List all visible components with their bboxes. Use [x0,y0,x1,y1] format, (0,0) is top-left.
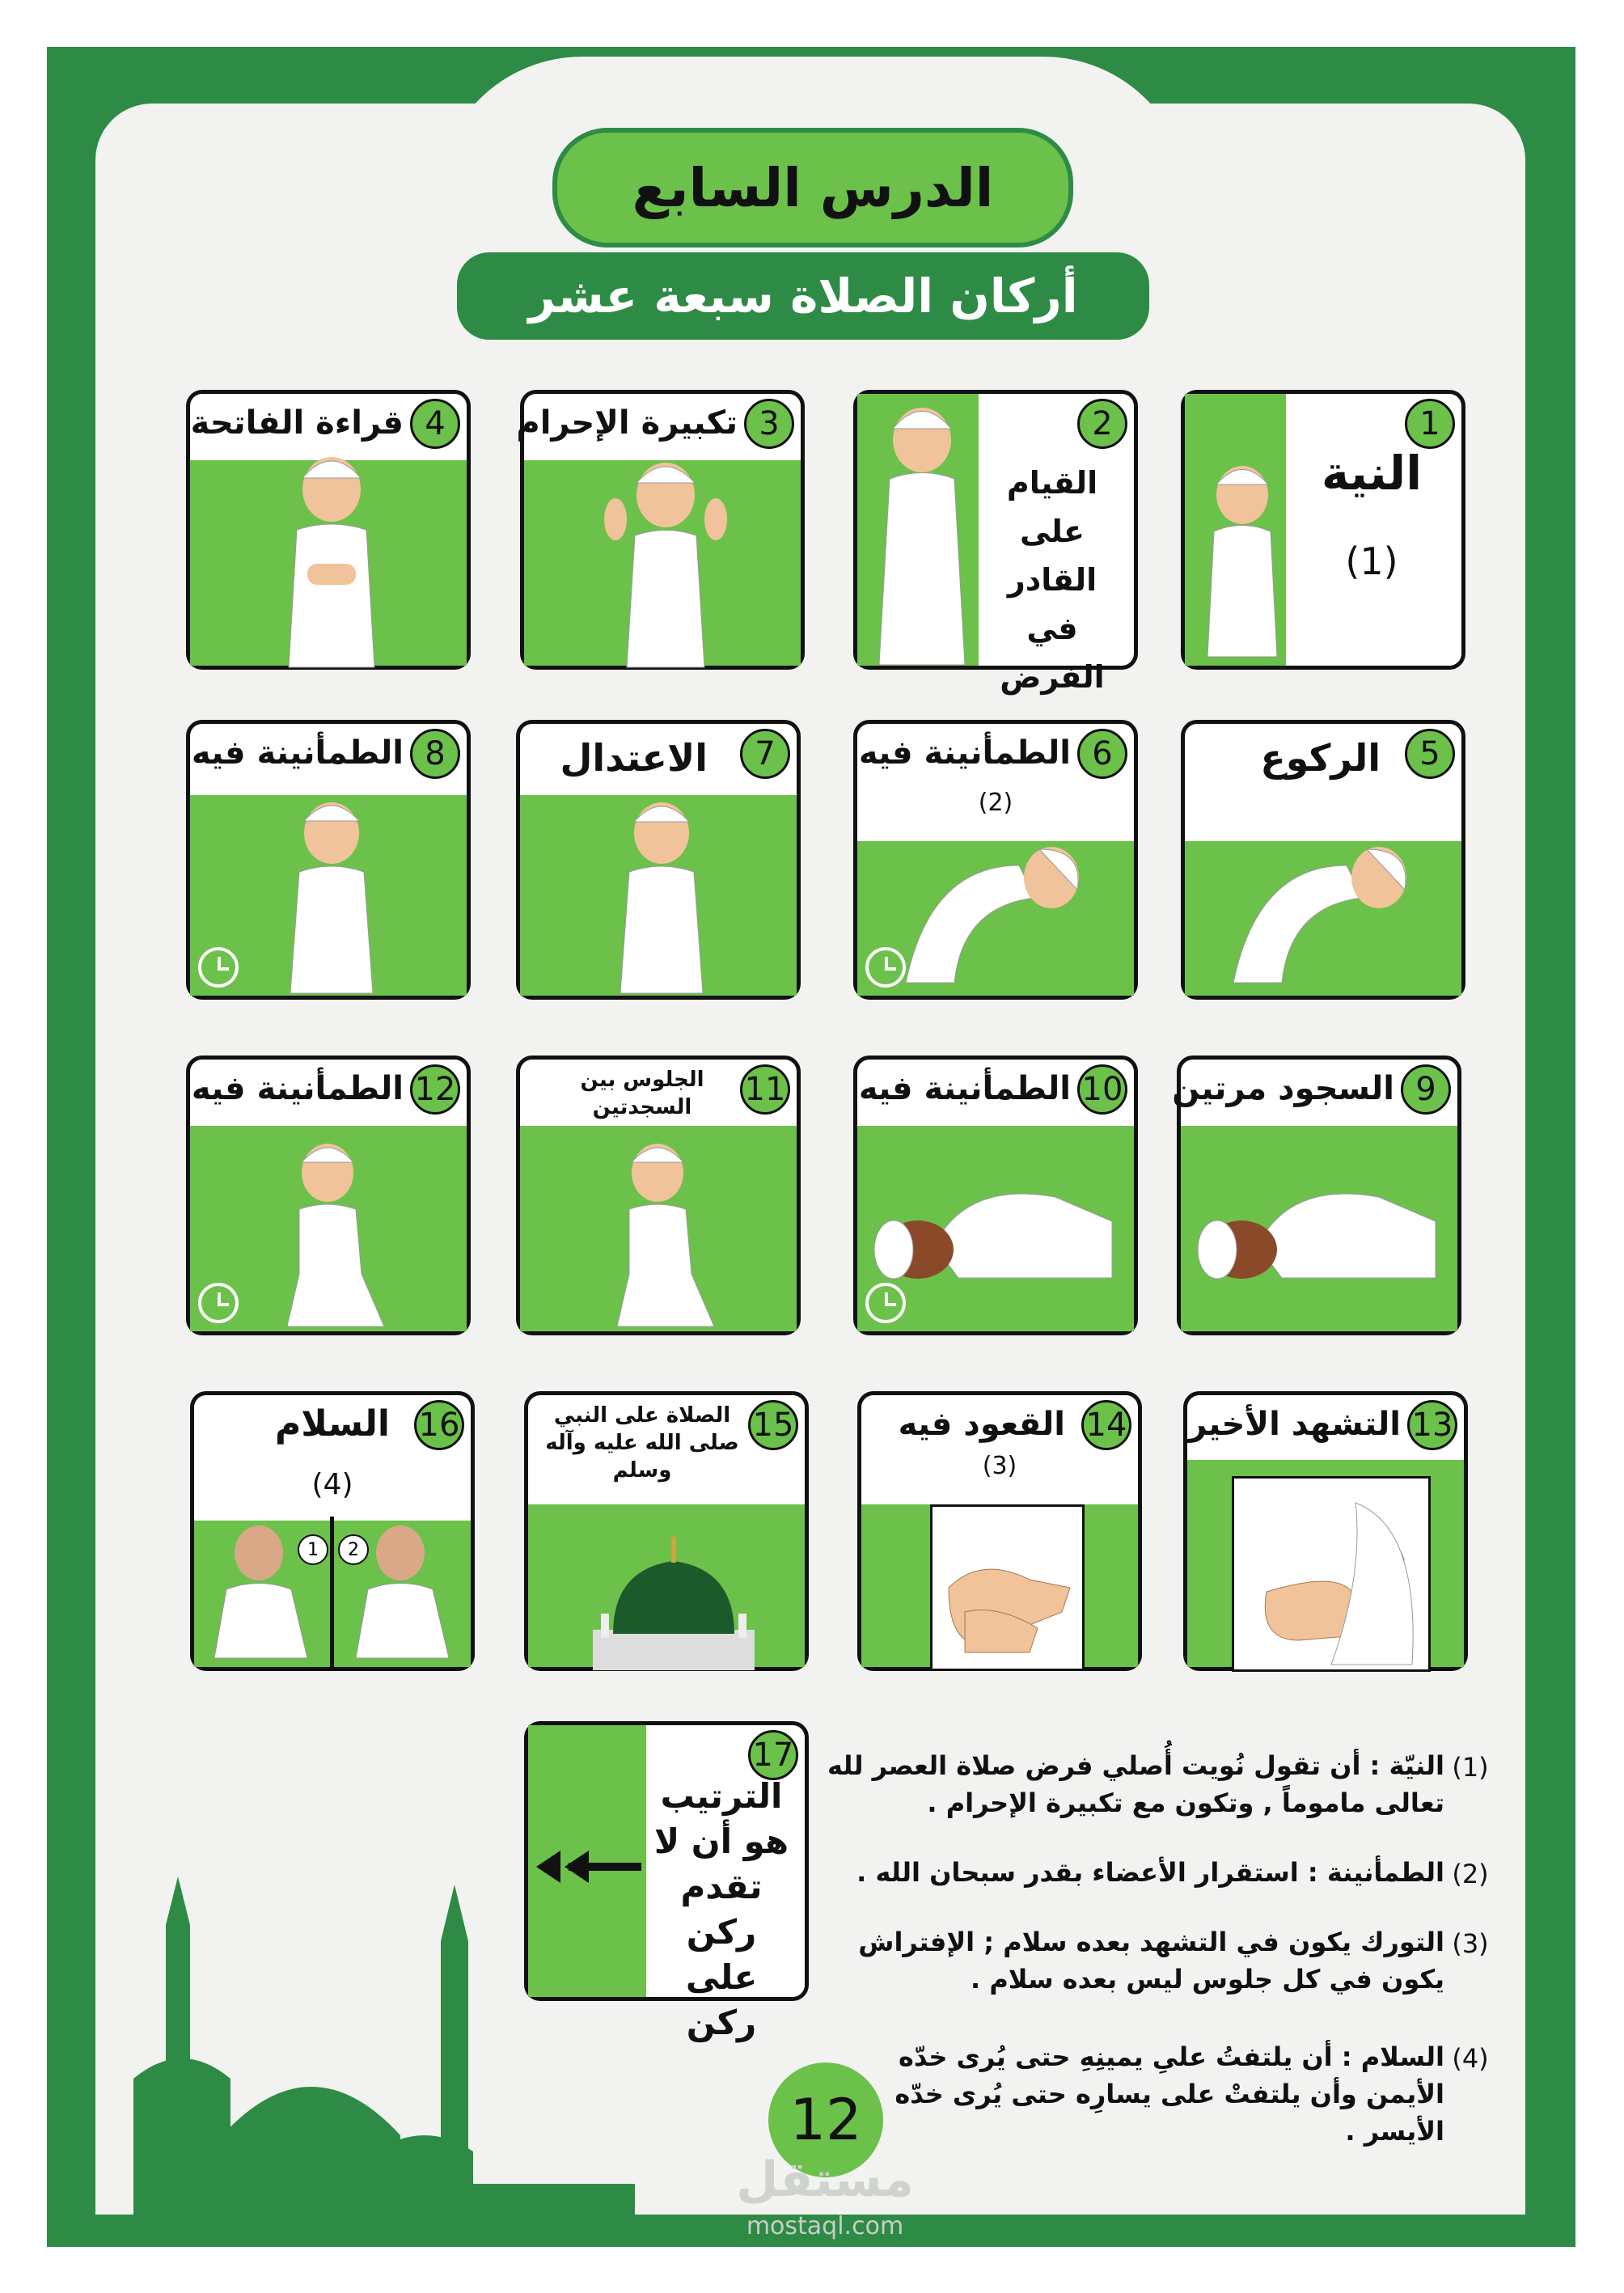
green-dome-icon [593,1525,755,1670]
pillar-card-4 [186,390,471,670]
footnote-number: (1) [1452,1752,1489,1783]
footnote-4 [817,2038,1496,2150]
pillar-label: الركوع [1260,736,1381,780]
pillar-label: النية [1321,446,1423,501]
pillar-label: الطمأنينة فيه [191,1070,404,1107]
lesson-title: الدرس السابع [552,128,1073,247]
page-number: 12 [768,2062,883,2177]
pillar-label: الطمأنينة فيه [858,734,1071,772]
pillar-card-8 [186,720,471,1000]
boy-standing-icon [609,793,714,995]
footnote-number: (3) [1452,1928,1489,1959]
footnote-number: (4) [1452,2043,1489,2074]
pillar-label: السلام [274,1403,390,1445]
pillar-number: 11 [740,1064,790,1115]
pillar-number: 9 [1401,1064,1451,1115]
pillar-number: 6 [1077,729,1127,779]
lesson-subtitle: أركان الصلاة سبعة عشر [457,252,1149,340]
pillar-number: 16 [414,1400,464,1450]
pillar-card-3 [516,390,805,670]
clock-icon [198,1283,239,1323]
pointing-hand-icon [1234,1479,1428,1669]
pillar-number: 14 [1081,1400,1131,1450]
mosque-silhouette-icon [133,1876,635,2216]
boy-prostrating-icon [1193,1165,1452,1286]
pillar-label: الصلاة على النبي صلى الله عليه وآله وسلم [545,1403,739,1483]
pillar-number: 3 [744,399,794,449]
footnote-ref: (1) [1345,539,1398,583]
pillar-number: 7 [740,729,790,779]
pillar-label: الترتيب هو أن لا تقدم ركن على ركن [653,1776,789,2042]
footnote-text: الطمأنينة : استقرار الأعضاء بقدر سبحان الله . [856,1857,1444,1888]
pillar-card-5 [1181,720,1465,1000]
footnote-2 [817,1854,1496,1891]
footnote-text: التورك يكون في التشهد بعده سلام ; الإفتراش يكون في كل جلوس ليس بعده سلام . [858,1927,1444,1995]
pillar-card-13 [1183,1391,1468,1671]
footnote-ref: (3) [982,1452,1017,1480]
pillar-number: 4 [410,399,460,449]
boy-bowing-icon [898,833,1092,987]
footnote-ref: (4) [311,1468,353,1501]
pillar-number: 15 [748,1400,798,1450]
pillar-label: تكبيرة الإحرام [516,404,738,442]
pillar-number: 12 [410,1064,460,1115]
pillar-label: الجلوس بين السجدتين [580,1068,704,1119]
boy-standing-icon [869,398,975,669]
footnote-ref: (2) [978,789,1013,817]
pillar-card-1 [1181,390,1465,670]
pillar-card-7 [516,720,801,1000]
boy-standing-icon [1198,459,1287,661]
clock-icon [865,947,906,988]
pillar-card-2 [853,390,1138,695]
pillar-number: 1 [1405,399,1455,449]
footnote-text: النيّة : أن تقول نُويت أُصلي فرض صلاة العصر لله تعالى ماموماً , وتكون مع تكبيرة الإحرام . [827,1750,1444,1818]
pillar-number: 5 [1405,729,1455,779]
boy-prostrating-icon [869,1165,1128,1286]
tashahhud-panel [1232,1476,1431,1672]
pillar-label: السجود مرتين [1172,1070,1394,1107]
boy-sitting-icon [271,1136,392,1331]
pillar-number: 2 [1077,399,1127,449]
clock-icon [865,1283,906,1323]
salam-mark-1: 1 [298,1534,328,1565]
pillar-label: قراءة الفاتحة [190,404,404,442]
watermark-site: mostaql.com [746,2212,904,2240]
pillar-number: 8 [410,729,460,779]
clock-icon [198,947,239,988]
pillar-card-11 [516,1056,801,1335]
boy-takbir-icon [601,451,730,669]
pillar-card-10 [853,1056,1138,1335]
pillar-label: الطمأنينة فيه [191,734,404,772]
boy-bowing-icon [1225,833,1419,987]
pillar-card-6 [853,720,1138,1000]
footnote-1 [817,1747,1496,1821]
pillar-label: القعود فيه [898,1406,1065,1443]
pillar-card-9 [1172,1056,1461,1335]
pillar-card-14 [857,1391,1142,1671]
footnote-text: السلام : أن يلتفتُ علىِ يمينِهِ حتى يُرى خدّه الأيمن وأن يلتفتْ على يسارِه حتى يُرى خدّه الأيسر . [894,2041,1444,2147]
pillar-label: الاعتدال [560,736,708,780]
divider [330,1517,334,1670]
boy-standing-icon [279,789,384,995]
salam-mark-2: 2 [338,1534,369,1565]
watermark-logo: مستقل [736,2151,914,2208]
feet-icon [933,1507,1082,1669]
pillar-number: 13 [1407,1400,1457,1450]
pillar-card-12 [186,1056,471,1335]
pillar-number: 17 [748,1730,798,1780]
footnotes [817,1747,1496,2182]
pillar-label: القيام على القادر في الفرض [1000,465,1105,695]
pillar-label: التشهد الأخير [1188,1406,1401,1443]
pillar-label: الطمأنينة فيه [858,1070,1071,1107]
footnote-3 [817,1923,1496,1998]
boy-standing-icon [271,442,392,669]
pillar-card-15 [524,1391,809,1671]
footnote-number: (2) [1452,1859,1489,1889]
boy-sitting-icon [601,1136,722,1331]
pillar-number: 10 [1077,1064,1127,1115]
pillar-card-16 [190,1391,475,1671]
sitting-feet-panel [930,1504,1085,1671]
